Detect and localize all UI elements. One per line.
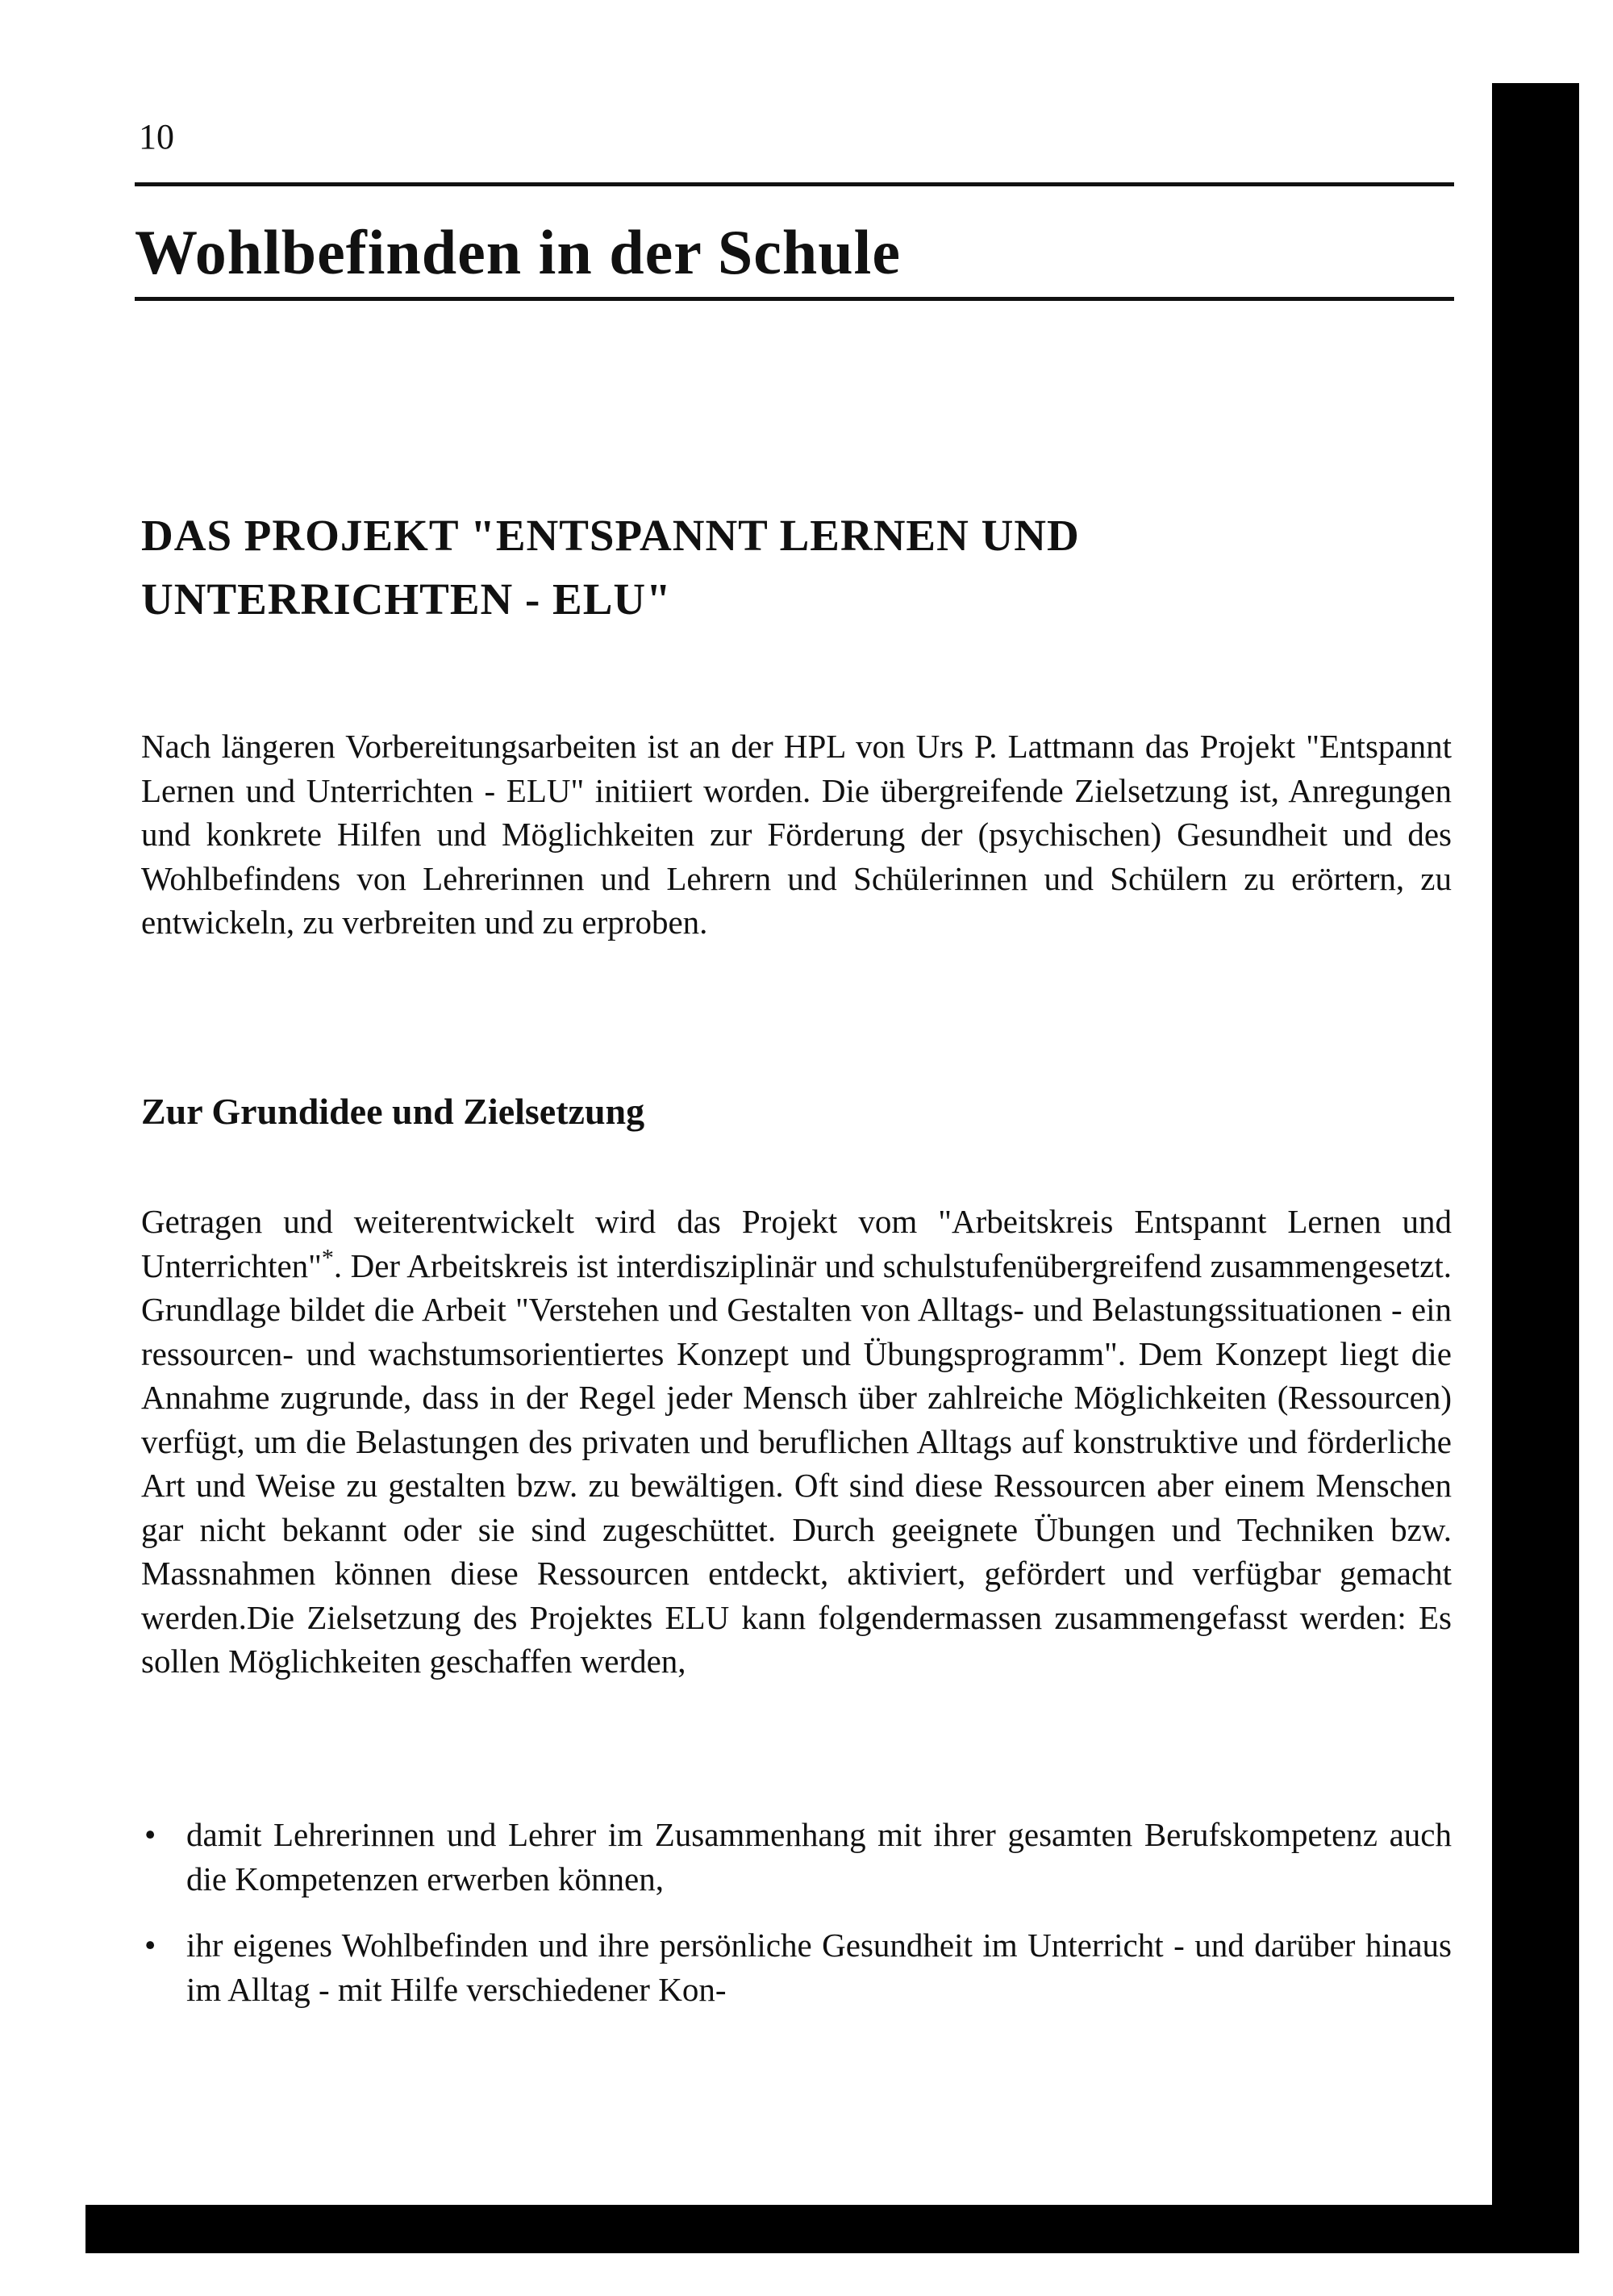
main-paragraph-part1: Getragen und weiterentwickelt wird das Projekt vom "Arbeitskreis Entspannt Lernen und Unterrichten" [141, 1203, 1452, 1284]
chapter-title: Wohlbefinden in der Schule [135, 217, 901, 287]
bullet-icon: • [144, 1927, 156, 1964]
bullet-list [141, 1813, 1452, 2034]
header-rule-bottom [135, 297, 1454, 301]
main-paragraph [141, 1200, 1452, 1684]
main-paragraph-part2: . Der Arbeitskreis ist interdisziplinär und schulstufenübergreifend zusammengesetzt. Grundlage bildet die Arbeit "Verstehen und Gestalten von Alltags- und Belastungssituationen - ein ressourcen- und wachstumsorientiertes Konzept und Übungsprogramm". Dem Konzept liegt die Annahme zugrunde, dass in der Regel jeder Mensch über zahlreiche Möglichkeiten (Ressourcen) verfügt, um die Belastungen des privaten und beruflichen Alltags auf konstruktive und förderliche Art und Weise zu gestalten bzw. zu bewältigen. Oft sind diese Ressourcen aber einem Menschen gar nicht bekannt oder sie sind zugeschüttet. Durch geeignete Übungen und Techniken bzw. Massnahmen können diese Ressourcen entdeckt, aktiviert, gefördert und verfügbar gemacht werden.Die Zielsetzung des Projektes ELU kann folgendermassen zusammengefasst werden: Es sollen Möglichkeiten geschaffen werden, [141, 1246, 1452, 1680]
list-item [141, 1813, 1452, 1901]
intro-paragraph: Nach längeren Vorbereitungsarbeiten ist an der HPL von Urs P. Lattmann das Projekt "Entspannt Lernen und Unterrichten - ELU" initiiert worden. Die übergreifende Zielsetzung ist, Anregungen und konkrete Hilfen und Möglichkeiten zur Förderung der (psychischen) Gesundheit und des Wohlbefindens von Lehrerinnen und Lehrern und Schülerinnen und Schülern zu erörtern, zu entwickeln, zu verbreiten und zu erproben. [141, 728, 1452, 941]
list-item-text: ihr eigenes Wohlbefinden und ihre persönliche Gesundheit im Unterricht - und darüber hinaus im Alltag - mit Hilfe verschiedener Kon- [186, 1927, 1452, 2008]
section-title: DAS PROJEKT "ENTSPANNT LERNEN UND UNTERRICHTEN - ELU" [141, 511, 1080, 624]
list-item [141, 1923, 1452, 2011]
page-number: 10 [139, 117, 174, 157]
footnote-marker: * [321, 1243, 334, 1271]
header-rule-top [135, 182, 1454, 186]
list-item-text: damit Lehrerinnen und Lehrer im Zusammenhang mit ihrer gesamten Berufskompetenz auch die Kompetenzen erwerben können, [186, 1816, 1452, 1897]
bullet-icon: • [144, 1816, 156, 1853]
subsection-title: Zur Grundidee und Zielsetzung [141, 1091, 645, 1132]
